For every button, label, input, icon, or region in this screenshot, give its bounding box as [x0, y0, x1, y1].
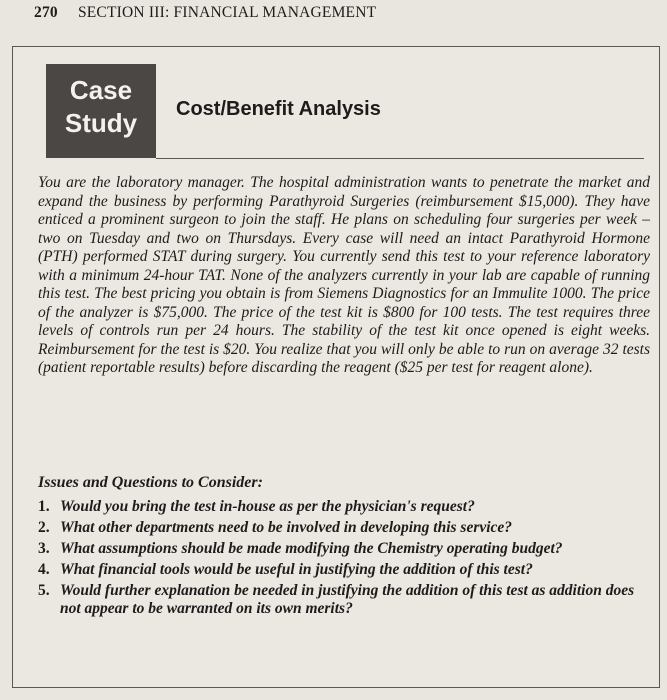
page-number: 270 [34, 4, 58, 21]
title-divider [156, 158, 644, 159]
question-list [38, 498, 650, 621]
question-text: Would further explanation be needed in justifying the addition of this test as addition does not appear to be warranted on its own merits? [60, 582, 635, 617]
question-number: 2. [38, 519, 50, 536]
section-title: SECTION III: FINANCIAL MANAGEMENT [77, 4, 377, 21]
question-text: Would you bring the test in-house as per the physician's request? [60, 498, 475, 515]
case-tag-line2: Study [64, 108, 138, 138]
question-item [38, 561, 650, 579]
running-header [34, 4, 376, 22]
question-text: What financial tools would be useful in justifying the addition of this test? [60, 561, 533, 578]
question-item [38, 519, 650, 537]
question-text: What other departments need to be involved in developing this service? [60, 519, 513, 536]
case-body-text: You are the laboratory manager. The hospital administration wants to penetrate the market and expand the business by performing Parathyroid Surgeries (reimbursement $15,000). They have enticed a prominent surgeon to join the staff. He plans on scheduling four surgeries per week – two on Tuesday and two on Thursdays. Every case will need an intact Parathyroid Hormone (PTH) performed STAT during surgery. You currently send this test to your reference laboratory with a minimum 24-hour TAT. None of the analyzers currently in your lab are capable of running this test. The best pricing you obtain is from Siemens Diagnostics for an Immulite 1000. The price of the analyzer is $75,000. The price of the test kit is $800 for 100 tests. The test requires three levels of controls run per 24 hours. The stability of the test kit once opened is eight weeks. Reimbursement for the test is $20. You realize that you will only be able to run on average 32 tests (patient reportable results) before discarding the reagent ($25 per test for reagent alone). [38, 174, 650, 376]
question-number: 1. [38, 498, 50, 515]
case-study-tag [46, 64, 156, 158]
question-number: 3. [38, 540, 50, 557]
question-item [38, 582, 650, 618]
question-item [38, 540, 650, 558]
case-study-title: Cost/Benefit Analysis [176, 98, 381, 120]
question-item [38, 498, 650, 516]
case-tag-line1: Case [69, 75, 133, 105]
issues-heading: Issues and Questions to Consider: [38, 474, 263, 491]
question-number: 5. [38, 582, 50, 599]
question-text: What assumptions should be made modifying the Chemistry operating budget? [60, 540, 563, 557]
question-number: 4. [38, 561, 50, 578]
